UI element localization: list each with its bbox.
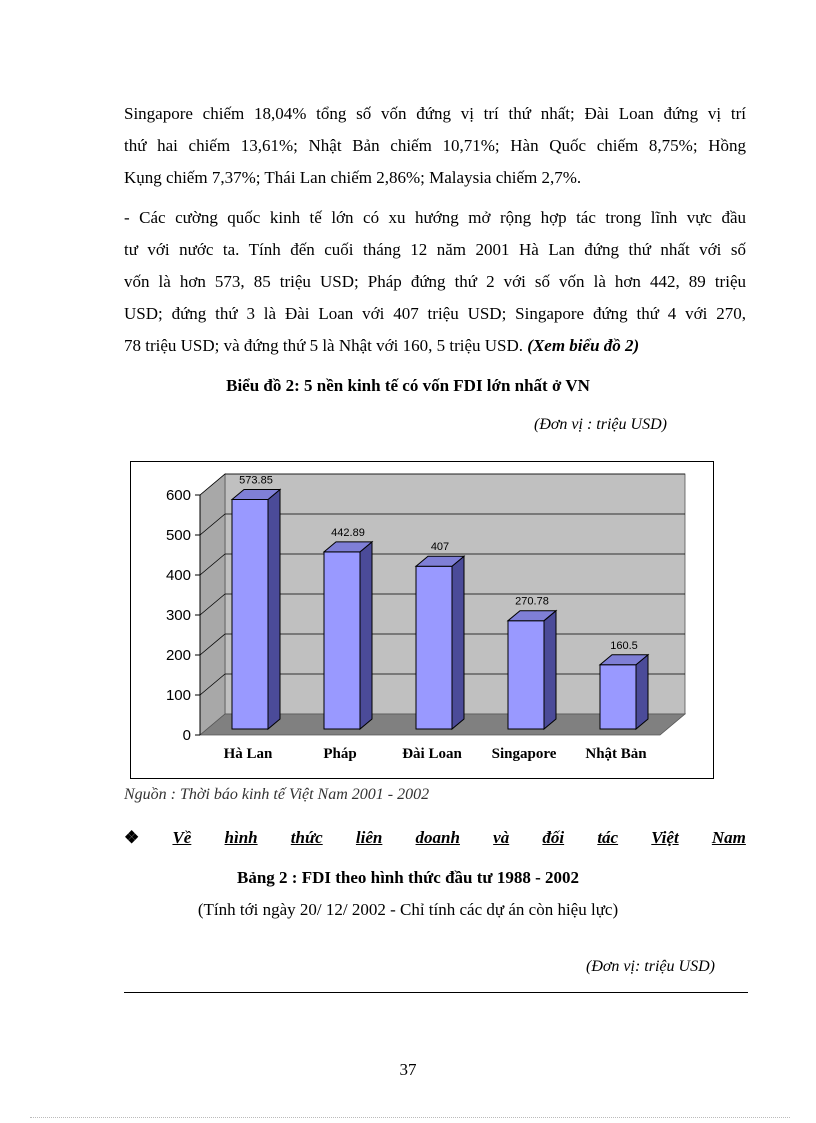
- x-category-label: Nhật Bản: [585, 746, 647, 762]
- heading-word: và: [493, 828, 510, 847]
- footer-divider: [124, 992, 748, 993]
- table-unit: (Đơn vị: triệu USD): [586, 958, 715, 975]
- text-line: tư với nước ta. Tính đến cuối tháng 12 năm 2001 Hà Lan đứng thứ nhất với số: [124, 240, 746, 259]
- data-label: 160.5: [610, 639, 638, 652]
- heading-word: hình: [224, 828, 258, 847]
- heading-word: Việt: [651, 828, 679, 847]
- section-heading: [124, 828, 746, 848]
- data-label: 573.85: [239, 474, 273, 487]
- bar-front: [324, 552, 360, 729]
- table-title: Bảng 2 : FDI theo hình thức đầu tư 1988 - 2002: [236, 868, 580, 887]
- bar-chart: [130, 461, 714, 779]
- x-category-label: Đài Loan: [402, 746, 462, 762]
- heading-word: doanh: [415, 828, 460, 847]
- y-tick-label: 600: [165, 487, 191, 504]
- bar-front: [416, 566, 452, 729]
- text-line: Kụng chiếm 7,37%; Thái Lan chiếm 2,86%; Malaysia chiếm 2,7%.: [124, 168, 582, 187]
- bar-front: [508, 621, 544, 729]
- data-label: 442.89: [331, 526, 365, 539]
- text-line: thứ hai chiếm 13,61%; Nhật Bản chiếm 10,71%; Hàn Quốc chiếm 8,75%; Hồng: [124, 136, 746, 155]
- data-label: 270.78: [515, 595, 549, 608]
- heading-word: Về: [172, 828, 192, 847]
- bar-side: [268, 489, 280, 729]
- y-tick-label: 100: [165, 687, 191, 704]
- page-number: 37: [399, 1060, 417, 1079]
- heading-word: thức: [290, 828, 323, 847]
- paragraph-1: [124, 98, 746, 194]
- text-line: Singapore chiếm 18,04% tổng số vốn đứng vị trí thứ nhất; Đài Loan đứng vị trí: [124, 104, 746, 123]
- heading-word: Nam: [711, 828, 746, 847]
- bar-side: [636, 655, 648, 729]
- x-category-label: Pháp: [323, 746, 357, 762]
- bar-front: [232, 499, 268, 729]
- y-tick-label: 0: [182, 727, 191, 744]
- diamond-bullet-icon: ❖: [124, 828, 140, 847]
- text-span: 78 triệu USD; và đứng thứ 5 là Nhật với 160, 5 triệu USD.: [124, 336, 528, 355]
- bar-front: [600, 665, 636, 729]
- source-note: Nguồn : Thời báo kinh tế Việt Nam 2001 - 2002: [124, 786, 430, 803]
- x-category-label: Singapore: [491, 746, 557, 762]
- y-tick-label: 500: [165, 527, 191, 544]
- chart-unit: (Đơn vị : triệu USD): [534, 416, 667, 433]
- bar-side: [360, 542, 372, 729]
- chart-heading: Biểu đồ 2: 5 nền kinh tế có vốn FDI lớn nhất ở VN: [226, 376, 590, 395]
- bar-side: [452, 556, 464, 729]
- heading-word: tác: [597, 828, 619, 847]
- y-tick-label: 200: [165, 647, 191, 664]
- page-edge: [30, 1117, 790, 1118]
- table-subtitle: (Tính tới ngày 20/ 12/ 2002 - Chỉ tính các dự án còn hiệu lực): [197, 900, 619, 919]
- text-line: USD; đứng thứ 3 là Đài Loan với 407 triệu USD; Singapore đứng thứ 4 với 270,: [124, 304, 746, 323]
- paragraph-2: [124, 202, 746, 362]
- chart-reference-link: (Xem biểu đồ 2): [527, 336, 640, 355]
- y-tick-label: 400: [165, 567, 191, 584]
- x-category-label: Hà Lan: [223, 746, 273, 762]
- text-line: vốn là hơn 573, 85 triệu USD; Pháp đứng thứ 2 với số vốn là hơn 442, 89 triệu: [124, 272, 746, 291]
- data-label: 407: [430, 541, 450, 554]
- heading-word: đối: [542, 828, 565, 847]
- text-line: [124, 330, 746, 362]
- text-line: - Các cường quốc kinh tế lớn có xu hướng mở rộng hợp tác trong lĩnh vực đầu: [124, 208, 746, 227]
- heading-word: liên: [355, 828, 383, 847]
- y-tick-label: 300: [165, 607, 191, 624]
- bar-side: [544, 611, 556, 729]
